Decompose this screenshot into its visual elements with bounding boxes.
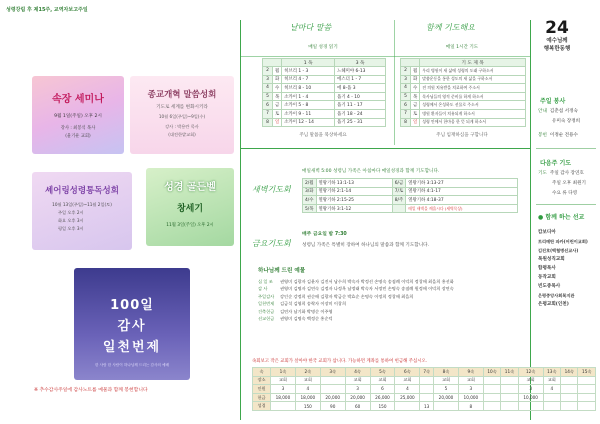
stats-cell: 4 (395, 385, 420, 394)
cell-reading: 열왕기하 4:18-37 (406, 196, 518, 205)
offering-names: 권영미 김명자 김연숙 김정자 나정옥 남정태 박숙자 서정민 손명숙 송점례 원정애 이덕희 장연숙 (280, 286, 454, 292)
next-prayer-title: 다음주 기도 (540, 160, 572, 167)
table-row (263, 92, 386, 101)
cell-reading-1: 히브리 1 - 3 (282, 67, 335, 76)
table-row (263, 67, 386, 76)
card-title: 성경 골든벨 (164, 182, 216, 193)
offering-label: 건축헌금 (258, 308, 275, 314)
cell-prayer: 목사님들의 영적 준비를 하게 하소서 (420, 92, 526, 101)
stats-cell (271, 402, 296, 411)
weekly-service-title: 주일 봉사 (540, 98, 566, 105)
cell-num: 6 (263, 101, 273, 110)
stats-cell: 4 (543, 385, 560, 394)
stats-cell: 교회 (271, 376, 296, 385)
cell-reading-3: 욥기 18 - 24 (335, 109, 386, 118)
cell-num: 4 (401, 84, 411, 93)
table-row (401, 109, 526, 118)
cell-note: 매일 새벽을 깨웁시다 (새벽묵상) (406, 204, 518, 213)
mission-item: 캄보디아 (538, 230, 556, 235)
cell-day: 일 (273, 118, 282, 127)
mission-item: 목원성직교회 (538, 257, 565, 262)
cell-prayer: 우리 병원이 새 삶에 성령의 도래 구하소서 (420, 67, 526, 76)
stats-cell: 10,000 (458, 393, 483, 402)
stats-cell: 3 (271, 385, 296, 394)
card-title: 종교개혁 말씀성회 (147, 90, 217, 100)
stats-cell (561, 393, 578, 402)
card-org: (대전한밭교회) (168, 132, 196, 137)
offering-names: 권영미 김광자 김윤자 김진서 남수희 박숙자 박정선 손명숙 송점례 이덕희 정창애 최을희 홍선화 (280, 279, 454, 284)
cell-num: 3 (263, 75, 273, 84)
row-label: 기도 (538, 171, 547, 176)
table-row (401, 118, 526, 127)
mission-item: 동작교회 (538, 275, 556, 280)
saebyeok-table (302, 178, 518, 213)
stats-cell: 20,000 (345, 393, 370, 402)
friday-body: 성령님 가족은 특별히 장하여 하나님의 말씀과 함께 기도합니다. (302, 243, 430, 248)
table-row (303, 204, 518, 213)
stats-cell (543, 402, 560, 411)
offering-names: 김연자 남기화 박명순 이주영 (280, 308, 333, 314)
table-row (263, 118, 386, 127)
stats-row-label: 인원 (253, 385, 271, 394)
cell-reading-3: 에 8-욥 3 (335, 84, 386, 93)
stats-cell: 10,000 (518, 393, 543, 402)
logo-sub: 예수님께 (546, 38, 568, 44)
stats-header-cell: 2속 (295, 368, 320, 377)
stats-cell (561, 376, 578, 385)
stats-cell: 8 (458, 402, 483, 411)
bible-reading-caption: 매일 성경 읽기 (308, 45, 338, 50)
stats-header-cell: 15속 (578, 368, 596, 377)
offering-label: 주일감사 (258, 293, 275, 299)
offering-row (258, 293, 526, 300)
frame-divider-top (240, 56, 530, 57)
stats-header-cell: 6속 (395, 368, 420, 377)
stats-cell (561, 385, 578, 394)
stats-header-cell: 5속 (370, 368, 395, 377)
stats-cell (501, 402, 518, 411)
section-label-daily-word: 날마다 말씀 (290, 23, 332, 32)
offering-label: 일천번제 (258, 301, 275, 307)
sidebar-divider (536, 148, 596, 149)
card-book: 창세기 (176, 204, 204, 214)
card-speaker: 강사 : 최봉석 목사 (60, 126, 96, 131)
stats-corner: 속 (253, 368, 271, 377)
stats-row (253, 393, 596, 402)
cell-day: 금 (273, 101, 282, 110)
stats-cell (578, 393, 596, 402)
offering-names: 김금석 김영희 송락자 이장미 이창희 (280, 301, 347, 307)
card-bible-golden-bell (146, 168, 234, 246)
mission-item: 김진호(백혈병선교사) (538, 248, 579, 253)
stats-cell (578, 402, 596, 411)
stats-row-label: 성경 (253, 402, 271, 411)
card-title: 셰어링성령통독성회 (45, 186, 119, 196)
stats-cell (543, 393, 560, 402)
stats-cell (320, 376, 345, 385)
stats-cell (434, 402, 459, 411)
stats-cell (501, 376, 518, 385)
card-sokjang-seminar (32, 76, 124, 154)
mission-item: 은평중앙사회복지관 (538, 293, 575, 298)
cell-day: 월 (273, 67, 282, 76)
cell-prayer: 말씀운동을 통한 성도의 새 삶을 구하소서 (420, 75, 526, 84)
cell-reading-1: 소카이 5 - 8 (282, 101, 335, 110)
table-row (303, 196, 518, 205)
stats-row-label: 헌금 (253, 393, 271, 402)
cell-reading-3: 느헤미야 6-13 (335, 67, 386, 76)
offering-row (258, 308, 526, 315)
cell-day: 화 (411, 75, 420, 84)
cell-reading-3: 에스더 1 - 7 (335, 75, 386, 84)
stats-cell: 교회 (458, 376, 483, 385)
stats-cell (483, 393, 500, 402)
card-title-2: 감사 (117, 319, 147, 334)
stats-cell (501, 385, 518, 394)
table-header: 기 도 제 목 (420, 59, 526, 67)
sidebar-divider (536, 204, 596, 205)
card-title: 100일 (110, 298, 154, 313)
cell-reading: 열왕기하 2:1-14 (316, 187, 392, 196)
saebyeok-intro: 매일새벽 5:00 성령님 가족은 아침마다 매일성경과 함께 기도합니다. (302, 169, 440, 174)
stats-cell (395, 402, 420, 411)
stats-cell: 25,000 (395, 393, 420, 402)
stats-cell: 18,000 (295, 393, 320, 402)
stats-row (253, 385, 596, 394)
stats-cell (501, 393, 518, 402)
stats-cell: 교회 (345, 376, 370, 385)
mission-item: 빈도중목사 (538, 284, 561, 289)
offering-list (258, 278, 526, 322)
cell-reading-1: 히브리 4 - 7 (282, 75, 335, 84)
cell-prayer: 성령께서 온성하도 선물로 주소서 (420, 101, 526, 110)
table-header: 1 독 (282, 59, 335, 67)
stats-cell: 교회 (370, 376, 395, 385)
logo-name: 행복한동행 (543, 46, 571, 52)
cell-reading-3: 욥기 11 - 17 (335, 101, 386, 110)
stats-header-cell: 11속 (501, 368, 518, 377)
stats-cell (320, 385, 345, 394)
next-prayer-row (552, 180, 586, 186)
stats-row (253, 376, 596, 385)
table-header: 3 독 (335, 59, 386, 67)
frame-divider-vertical (240, 20, 241, 420)
missions-list (538, 228, 598, 309)
offering-row (258, 278, 526, 285)
offering-names: 권영미 김명숙 백정순 홍순덕 (280, 316, 333, 322)
card-date: 10월 13일(주일)~11월 2일(토) (52, 202, 112, 207)
cell-num: 5 (263, 92, 273, 101)
card-date: 9월 1일(주일) 오후 2시 (54, 114, 102, 119)
frame-divider-horizontal (240, 148, 530, 149)
stats-cell: 3 (518, 385, 543, 394)
card-100-days-thanks (74, 268, 190, 380)
bulletin-header: 성령강림 후 제15주, 교역자보고주일 (6, 7, 88, 13)
cell-prayer: 병원 환자들이 치유되게 하소서 (420, 109, 526, 118)
cell-num: 7 (263, 109, 273, 118)
cell-reading-1: 소카이 1 - 4 (282, 92, 335, 101)
cell-day: 토 (273, 109, 282, 118)
cell-reading: 열왕기하 4:1-17 (406, 187, 518, 196)
card-title-3: 일천번제 (102, 340, 162, 355)
stats-cell (483, 376, 500, 385)
cell-num: 5 (401, 92, 411, 101)
table-row (263, 84, 386, 93)
card-date: 10월 6일(주일)~9일(수) (158, 114, 206, 119)
cell-reading: 열왕기하 13:1-13 (316, 179, 392, 188)
stats-cell (483, 402, 500, 411)
cell-reading-3: 욥기 25 - 31 (335, 118, 386, 127)
table-row (401, 75, 526, 84)
cell-num: 8 (263, 118, 273, 127)
table-row (303, 187, 518, 196)
row-value: 수요 류 다영 (552, 191, 578, 196)
card-church: (율기운 교회) (65, 134, 91, 139)
cell-num: 3 (401, 75, 411, 84)
card-schedule-row: 화요 오후 3시 (58, 218, 84, 223)
cell-reading-1: 소카이 9 - 11 (282, 109, 335, 118)
row-label: 봉헌 (538, 133, 547, 138)
stats-cell: 3 (345, 385, 370, 394)
stats-row (253, 402, 596, 411)
stats-cell: 90 (320, 402, 345, 411)
stats-cell: 5 (434, 385, 459, 394)
cell-num: 2 (401, 67, 411, 76)
table-row (401, 92, 526, 101)
stats-intro: 속회보고 작은 교회가 살아야 한국 교회가 삽니다. 가능하면 계좌를 통하여 헌금해 주십시오. (252, 359, 428, 364)
stats-header-cell: 13속 (543, 368, 560, 377)
cell-day: 목 (411, 92, 420, 101)
stats-cell: 18,000 (271, 393, 296, 402)
stats-cell: 150 (370, 402, 395, 411)
church-logo (535, 20, 579, 60)
table-corner (401, 59, 420, 67)
card-title: 속장 세미나 (52, 94, 104, 105)
cell-day: 3/화 (303, 187, 317, 196)
stats-row-label: 장소 (253, 376, 271, 385)
cell-day: 월 (411, 67, 420, 76)
mission-item: 함평목사 (538, 266, 556, 271)
table-row (263, 101, 386, 110)
stats-cell (420, 385, 434, 394)
offering-title: 하나님께 드린 예물 (258, 268, 306, 274)
cell-day: 금 (411, 101, 420, 110)
cell-day: 일 (411, 118, 420, 127)
stats-cell: 교회 (434, 376, 459, 385)
cell-reading: 열왕기하 3:13-27 (406, 179, 518, 188)
offering-label: 십 일 조 (258, 279, 273, 284)
card-reformation-revival (130, 76, 234, 154)
bible-reading-table (262, 58, 386, 127)
offering-names: 강인순 강정희 권순애 김광자 박금순 박효순 손명숙 이정희 정창애 최을희 (280, 293, 414, 299)
stats-header-cell: 1속 (271, 368, 296, 377)
card-subtitle: 기도로 세계를 변화시키라 (156, 105, 208, 110)
table-row (401, 101, 526, 110)
table-row (303, 179, 518, 188)
offering-label: 감 사 (258, 286, 268, 292)
missions-title-text: 함께 하는 선교 (545, 214, 585, 221)
cell-reading: 열왕기하 2:15-25 (316, 196, 392, 205)
stats-cell: 60 (345, 402, 370, 411)
stats-cell: 6 (370, 385, 395, 394)
cell-day: 수 (411, 84, 420, 93)
prayer-table (400, 58, 526, 127)
cell-reading-1: 히브리 8 - 10 (282, 84, 335, 93)
cell-num: 2 (263, 67, 273, 76)
card-schedule-row: 주일 오후 2시 (58, 210, 84, 215)
prayer-caption: 매일 1시간 기도 (445, 45, 479, 50)
card-date: 11월 3일(주일) 오후 2시 (166, 223, 214, 228)
frame-divider-mid (394, 20, 395, 145)
stats-header-row (253, 368, 596, 377)
table-row (263, 75, 386, 84)
cell-num: 8 (401, 118, 411, 127)
stats-cell (561, 402, 578, 411)
stats-table (252, 367, 596, 411)
stats-cell: 150 (295, 402, 320, 411)
row-value: 유미숙 장정희 (552, 119, 581, 124)
offering-label: 선교헌금 (258, 316, 275, 322)
stats-cell (420, 376, 434, 385)
table-row (263, 109, 386, 118)
card-speaker: 강사 : 박용란 목사 (165, 124, 199, 129)
stats-cell: 3 (458, 385, 483, 394)
card-schedule-row: 평일 오후 3시 (58, 226, 84, 231)
stats-header-cell: 10속 (483, 368, 500, 377)
cell-prayer: 성령 안에서 한마음 한 뜻 되게 하소서 (420, 118, 526, 127)
row-value: 이정순 전용수 (549, 133, 578, 138)
stats-cell: 교회 (518, 376, 543, 385)
section-label-prayer: 함께 기도해요 (426, 23, 475, 32)
cell-num: 4 (263, 84, 273, 93)
stats-header-cell: 14속 (561, 368, 578, 377)
table-row (401, 84, 526, 93)
cell-day: 2/월 (303, 179, 317, 188)
stats-cell: 4 (295, 385, 320, 394)
next-prayer-row (538, 170, 584, 176)
cell-day: 목 (273, 92, 282, 101)
stats-cell: 교회 (295, 376, 320, 385)
cell-reading: 열왕기하 3:1-12 (316, 204, 392, 213)
section-label-friday: 금요기도회 (252, 239, 291, 248)
logo-number: 24 (545, 18, 569, 38)
stats-cell (518, 402, 543, 411)
section-label-saebyeok: 새벽기도회 (252, 185, 291, 194)
stats-cell: 20,000 (434, 393, 459, 402)
table-row (401, 67, 526, 76)
stats-cell: 20,000 (320, 393, 345, 402)
stats-header-cell: 7속 (420, 368, 434, 377)
cell-day: 8/주 (392, 196, 406, 205)
card-description: 한 사람 한 사람이 하나님께 드리는 감사의 예배 (95, 363, 169, 367)
missions-icon: ● (538, 214, 544, 221)
stats-cell: 13 (420, 402, 434, 411)
stats-header-cell: 9속 (458, 368, 483, 377)
table-corner (263, 59, 282, 67)
row-value: 주일 오후 최원기 (552, 181, 586, 186)
friday-intro: 매주 금요일 밤 7:30 (302, 232, 347, 237)
row-value: 김춘섭 서정숙 (549, 109, 578, 114)
cell-day: 4/수 (303, 196, 317, 205)
mission-item: 은평교회(인천) (538, 302, 569, 307)
offering-row (258, 315, 526, 322)
stats-cell: 26,000 (370, 393, 395, 402)
cell-num: 7 (401, 109, 411, 118)
stats-header-cell: 8속 (434, 368, 459, 377)
thanks-note: ※ 추수감사주일에 감사노트를 예물과 함께 봉헌합니다 (34, 388, 148, 393)
weekly-service-row (538, 132, 578, 138)
cell-day: 7/토 (392, 187, 406, 196)
mission-item: 트리메탄 파카(어린이교회) (538, 239, 588, 244)
cell-day (392, 204, 406, 213)
row-label: 안내 (538, 109, 547, 114)
card-sharing-reading (32, 172, 132, 250)
weekly-service-row (552, 118, 580, 124)
cell-num: 6 (401, 101, 411, 110)
stats-cell: 교회 (395, 376, 420, 385)
next-prayer-row (552, 190, 577, 196)
stats-cell (420, 393, 434, 402)
stats-header-cell: 3속 (320, 368, 345, 377)
row-value: 주일 감사 장연호 (549, 171, 584, 176)
missions-title (538, 212, 584, 221)
cell-prayer: 전 의원 치유받을 치료하여 주소서 (420, 84, 526, 93)
bible-reading-footer: 주님 말씀을 묵상하세요 (299, 133, 347, 138)
cell-day: 토 (411, 109, 420, 118)
cell-day: 수 (273, 84, 282, 93)
stats-cell (578, 376, 596, 385)
cell-day: 화 (273, 75, 282, 84)
stats-header-cell: 4속 (345, 368, 370, 377)
stats-header-cell: 12속 (518, 368, 543, 377)
cell-reading-3: 욥기 4 - 10 (335, 92, 386, 101)
stats-cell (578, 385, 596, 394)
offering-row (258, 300, 526, 307)
cell-day: 5/목 (303, 204, 317, 213)
frame-divider-right (530, 20, 531, 420)
weekly-service-row (538, 108, 578, 114)
cell-reading-1: 소카이 12 - 14 (282, 118, 335, 127)
stats-cell (483, 385, 500, 394)
cell-day: 6/금 (392, 179, 406, 188)
prayer-footer: 주님 임재하심을 구합니다 (436, 133, 488, 138)
offering-row (258, 285, 526, 292)
stats-cell: 교회 (543, 376, 560, 385)
